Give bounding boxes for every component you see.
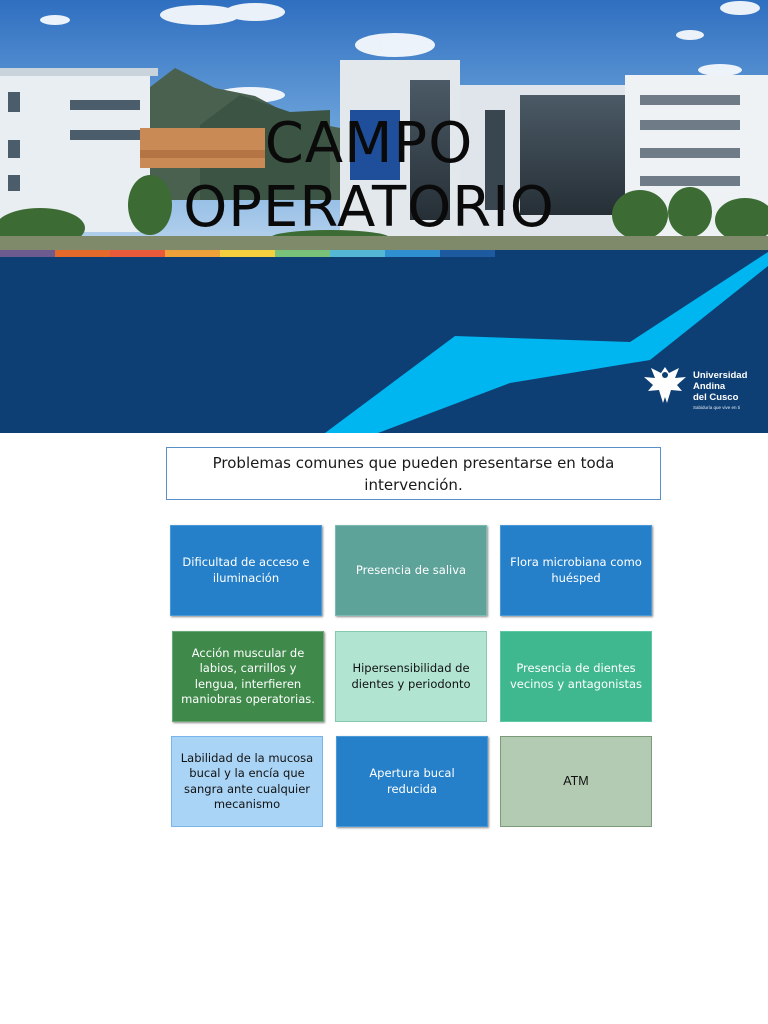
problem-card-saliva: Presencia de saliva <box>335 525 487 616</box>
problem-card-access: Dificultad de acceso e iluminación <box>170 525 322 616</box>
problem-card-muscle: Acción muscular de labios, carrillos y lengua, interfieren maniobras operatorias. <box>172 631 324 722</box>
hero-banner <box>0 0 768 433</box>
logo-tagline: Sabiduría que vive en ti <box>693 405 741 410</box>
title-line-2: OPERATORIO <box>183 175 555 240</box>
problem-card-flora: Flora microbiana como huésped <box>500 525 652 616</box>
intro-box: Problemas comunes que pueden presentarse en toda intervención. <box>166 447 661 500</box>
logo-name: Universidad Andina del Cusco <box>693 370 748 403</box>
page-title <box>0 112 738 240</box>
condor-icon <box>640 363 690 407</box>
university-logo <box>640 363 760 415</box>
problem-card-hypersensitivity: Hipersensibilidad de dientes y periodonto <box>335 631 487 722</box>
problem-card-atm: ATM <box>500 736 652 827</box>
problem-card-neighbors: Presencia de dientes vecinos y antagonistas <box>500 631 652 722</box>
problem-card-opening: Apertura bucal reducida <box>336 736 488 827</box>
title-line-1: CAMPO <box>264 111 474 176</box>
problem-card-mucosa: Labilidad de la mucosa bucal y la encía que sangra ante cualquier mecanismo <box>171 736 323 827</box>
